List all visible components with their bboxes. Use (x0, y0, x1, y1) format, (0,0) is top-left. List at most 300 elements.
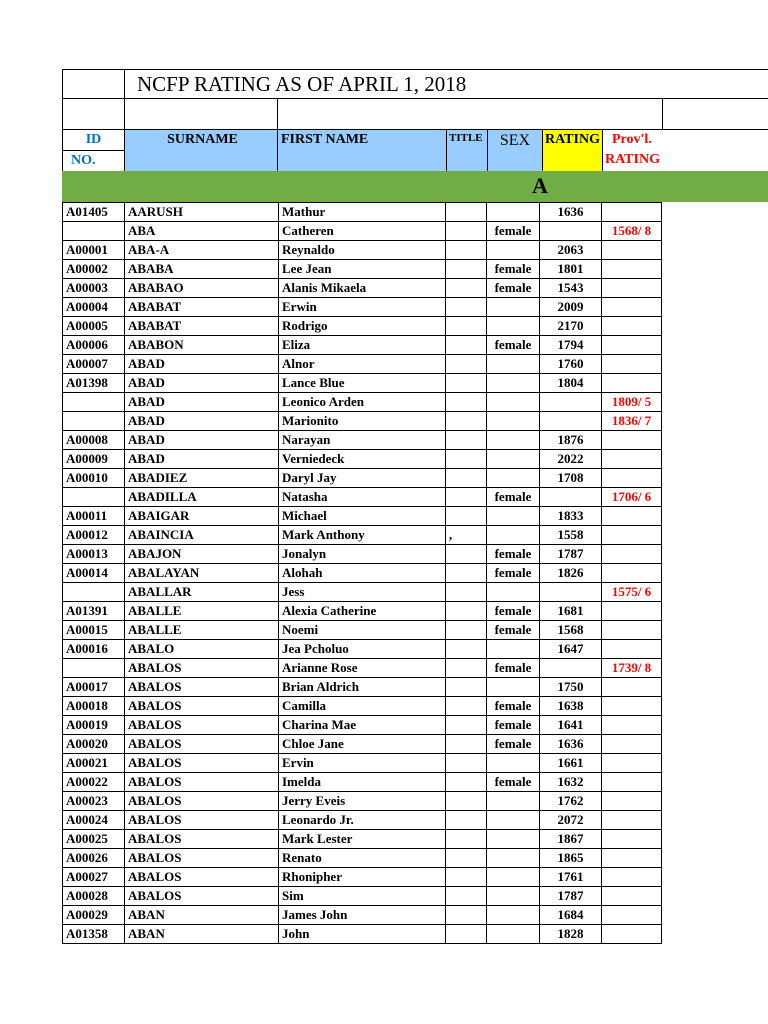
empty-cell[interactable] (277, 98, 663, 130)
rating-cell[interactable]: 1787 (540, 887, 602, 906)
surname-cell[interactable]: ABA (125, 222, 279, 241)
sex-cell[interactable] (487, 450, 540, 469)
id-cell[interactable]: A01398 (63, 374, 125, 393)
provisional-rating-cell[interactable] (602, 374, 662, 393)
empty-cell[interactable] (124, 98, 278, 130)
provisional-rating-cell[interactable] (602, 431, 662, 450)
title-cell[interactable] (446, 849, 487, 868)
rating-cell[interactable]: 1787 (540, 545, 602, 564)
id-cell[interactable]: A00022 (63, 773, 125, 792)
sex-cell[interactable] (487, 412, 540, 431)
id-cell[interactable]: A00014 (63, 564, 125, 583)
first-name-cell[interactable]: Alnor (279, 355, 446, 374)
prov-header-line1: Prov'l. (612, 132, 652, 147)
id-cell[interactable]: A00003 (63, 279, 125, 298)
sex-cell[interactable] (487, 640, 540, 659)
provisional-rating-cell[interactable] (602, 355, 662, 374)
table-row (63, 697, 662, 716)
sex-cell[interactable]: female (487, 488, 540, 507)
title-cell[interactable] (446, 298, 487, 317)
provisional-rating-cell[interactable] (602, 697, 662, 716)
first-name-cell[interactable]: Lance Blue (279, 374, 446, 393)
title-cell[interactable] (446, 507, 487, 526)
surname-cell[interactable]: ABAIGAR (125, 507, 279, 526)
rating-cell[interactable] (540, 659, 602, 678)
title-cell[interactable] (446, 773, 487, 792)
provisional-rating-cell[interactable] (602, 241, 662, 260)
sex-cell[interactable]: female (487, 545, 540, 564)
sex-cell[interactable]: female (487, 773, 540, 792)
title-cell[interactable] (446, 564, 487, 583)
first-name-cell[interactable]: Jea Pcholuo (279, 640, 446, 659)
id-cell[interactable]: A00015 (63, 621, 125, 640)
sex-cell[interactable] (487, 298, 540, 317)
provisional-rating-cell[interactable] (602, 925, 662, 944)
rating-cell[interactable]: 2009 (540, 298, 602, 317)
rating-cell[interactable] (540, 412, 602, 431)
id-cell[interactable]: A00027 (63, 868, 125, 887)
first-name-cell[interactable]: Mark Anthony (279, 526, 446, 545)
title-cell[interactable] (446, 336, 487, 355)
title-cell[interactable] (446, 393, 487, 412)
id-cell[interactable]: A00004 (63, 298, 125, 317)
section-banner (62, 171, 768, 202)
id-cell[interactable] (63, 488, 125, 507)
first-name-cell[interactable]: Sim (279, 887, 446, 906)
rating-cell[interactable]: 1636 (540, 203, 602, 222)
sex-cell[interactable] (487, 393, 540, 412)
surname-cell[interactable]: ABABAT (125, 298, 279, 317)
sex-cell[interactable] (487, 317, 540, 336)
sex-cell[interactable]: female (487, 602, 540, 621)
surname-cell[interactable]: ABALOS (125, 735, 279, 754)
first-name-cell[interactable]: Alohah (279, 564, 446, 583)
sex-cell[interactable] (487, 792, 540, 811)
id-cell[interactable]: A00005 (63, 317, 125, 336)
title-cell[interactable] (446, 317, 487, 336)
provisional-rating-cell[interactable] (602, 317, 662, 336)
surname-cell[interactable]: ABABON (125, 336, 279, 355)
title-cell[interactable] (446, 735, 487, 754)
title-cell[interactable] (446, 469, 487, 488)
title-cell[interactable] (446, 431, 487, 450)
id-cell[interactable]: A00024 (63, 811, 125, 830)
rating-cell[interactable]: 1558 (540, 526, 602, 545)
id-cell[interactable]: A00011 (63, 507, 125, 526)
provisional-rating-cell[interactable] (602, 526, 662, 545)
sex-cell[interactable] (487, 374, 540, 393)
empty-cell[interactable] (62, 98, 125, 130)
surname-cell[interactable]: ABALOS (125, 887, 279, 906)
first-name-cell[interactable]: John (279, 925, 446, 944)
surname-cell[interactable]: ABABAT (125, 317, 279, 336)
sex-cell[interactable]: female (487, 659, 540, 678)
rating-cell[interactable]: 1632 (540, 773, 602, 792)
rating-cell[interactable]: 2022 (540, 450, 602, 469)
surname-cell[interactable]: ABADIEZ (125, 469, 279, 488)
surname-cell[interactable]: ABALOS (125, 659, 279, 678)
id-cell[interactable]: A00016 (63, 640, 125, 659)
sex-cell[interactable] (487, 355, 540, 374)
id-cell[interactable]: A00029 (63, 906, 125, 925)
table-row (63, 716, 662, 735)
title-cell[interactable] (446, 697, 487, 716)
provisional-rating-header[interactable] (602, 129, 768, 172)
provisional-rating-cell[interactable]: 1809/ 5 (602, 393, 662, 412)
first-name-cell[interactable]: Jerry Eveis (279, 792, 446, 811)
sex-cell[interactable] (487, 849, 540, 868)
first-name-cell[interactable]: Mathur (279, 203, 446, 222)
provisional-rating-cell[interactable] (602, 906, 662, 925)
rating-cell[interactable]: 1867 (540, 830, 602, 849)
surname-cell[interactable]: ABALOS (125, 773, 279, 792)
title-cell[interactable] (446, 906, 487, 925)
id-cell[interactable]: A01391 (63, 602, 125, 621)
surname-cell[interactable]: ABAD (125, 412, 279, 431)
id-cell[interactable] (63, 583, 125, 602)
first-name-cell[interactable]: Daryl Jay (279, 469, 446, 488)
first-name-cell[interactable]: Mark Lester (279, 830, 446, 849)
title-cell[interactable] (446, 754, 487, 773)
first-name-cell[interactable]: Narayan (279, 431, 446, 450)
rating-cell[interactable]: 1684 (540, 906, 602, 925)
id-cell[interactable]: A00007 (63, 355, 125, 374)
rating-cell[interactable]: 1681 (540, 602, 602, 621)
first-name-cell[interactable]: Arianne Rose (279, 659, 446, 678)
rating-cell[interactable]: 1647 (540, 640, 602, 659)
table-row (63, 241, 662, 260)
surname-cell[interactable]: ABAN (125, 925, 279, 944)
rating-header[interactable]: RATING (542, 129, 603, 172)
provisional-rating-cell[interactable] (602, 545, 662, 564)
title-cell[interactable] (446, 222, 487, 241)
sex-cell[interactable] (487, 431, 540, 450)
first-name-cell[interactable]: Charina Mae (279, 716, 446, 735)
sex-cell[interactable]: female (487, 279, 540, 298)
provisional-rating-cell[interactable] (602, 868, 662, 887)
provisional-rating-cell[interactable] (602, 811, 662, 830)
provisional-rating-cell[interactable] (602, 469, 662, 488)
sex-cell[interactable] (487, 811, 540, 830)
rating-cell[interactable]: 1568 (540, 621, 602, 640)
first-name-cell[interactable]: Eliza (279, 336, 446, 355)
first-name-cell[interactable]: Noemi (279, 621, 446, 640)
sex-cell[interactable] (487, 868, 540, 887)
title-cell[interactable] (446, 241, 487, 260)
first-name-cell[interactable]: Verniedeck (279, 450, 446, 469)
sex-cell[interactable] (487, 925, 540, 944)
title-cell[interactable] (446, 887, 487, 906)
rating-cell[interactable]: 1641 (540, 716, 602, 735)
sex-cell[interactable]: female (487, 716, 540, 735)
surname-cell[interactable]: ABABA (125, 260, 279, 279)
id-cell[interactable] (63, 412, 125, 431)
rating-cell[interactable]: 1661 (540, 754, 602, 773)
first-name-cell[interactable]: Ervin (279, 754, 446, 773)
title-cell[interactable] (446, 659, 487, 678)
title-cell[interactable] (446, 640, 487, 659)
id-cell[interactable]: A00018 (63, 697, 125, 716)
sex-cell[interactable] (487, 887, 540, 906)
first-name-cell[interactable]: Erwin (279, 298, 446, 317)
id-cell[interactable] (63, 659, 125, 678)
table-row (63, 811, 662, 830)
id-cell[interactable] (63, 393, 125, 412)
title-cell[interactable] (446, 488, 487, 507)
id-cell[interactable]: A00020 (63, 735, 125, 754)
id-cell[interactable]: A00002 (63, 260, 125, 279)
first-name-cell[interactable]: Camilla (279, 697, 446, 716)
surname-cell[interactable]: ABALLE (125, 621, 279, 640)
rating-cell[interactable]: 1750 (540, 678, 602, 697)
first-name-cell[interactable]: Rodrigo (279, 317, 446, 336)
ratings-table-body (63, 203, 662, 944)
table-row (63, 678, 662, 697)
table-row (63, 203, 662, 222)
surname-cell[interactable]: ABALOS (125, 868, 279, 887)
rating-cell[interactable]: 1794 (540, 336, 602, 355)
sex-cell[interactable]: female (487, 222, 540, 241)
table-row (63, 583, 662, 602)
rating-cell[interactable]: 1761 (540, 868, 602, 887)
first-name-header[interactable]: FIRST NAME (277, 129, 447, 172)
title-cell[interactable] (446, 545, 487, 564)
rating-cell[interactable]: 1828 (540, 925, 602, 944)
title-cell[interactable] (446, 203, 487, 222)
provisional-rating-cell[interactable] (602, 849, 662, 868)
title-cell[interactable] (446, 450, 487, 469)
first-name-cell[interactable]: Brian Aldrich (279, 678, 446, 697)
surname-cell[interactable]: ABA-A (125, 241, 279, 260)
provisional-rating-cell[interactable]: 1575/ 6 (602, 583, 662, 602)
id-cell[interactable]: A00009 (63, 450, 125, 469)
id-cell[interactable]: A00006 (63, 336, 125, 355)
table-row (63, 887, 662, 906)
surname-cell[interactable]: AARUSH (125, 203, 279, 222)
provisional-rating-cell[interactable] (602, 279, 662, 298)
sex-cell[interactable] (487, 906, 540, 925)
title-cell[interactable] (446, 374, 487, 393)
provisional-rating-cell[interactable] (602, 298, 662, 317)
id-cell[interactable]: A00025 (63, 830, 125, 849)
id-cell[interactable]: A00026 (63, 849, 125, 868)
provisional-rating-cell[interactable]: 1568/ 8 (602, 222, 662, 241)
empty-cell[interactable] (662, 98, 768, 130)
rating-cell[interactable] (540, 393, 602, 412)
sex-cell[interactable]: female (487, 564, 540, 583)
table-row (63, 393, 662, 412)
id-cell[interactable]: A00012 (63, 526, 125, 545)
rating-cell[interactable] (540, 222, 602, 241)
title-cell[interactable] (446, 792, 487, 811)
table-row (63, 488, 662, 507)
rating-cell[interactable]: 2170 (540, 317, 602, 336)
first-name-cell[interactable]: Jess (279, 583, 446, 602)
first-name-cell[interactable]: James John (279, 906, 446, 925)
table-row (63, 849, 662, 868)
sex-cell[interactable]: female (487, 697, 540, 716)
surname-cell[interactable]: ABAD (125, 355, 279, 374)
title-cell[interactable] (446, 583, 487, 602)
surname-cell[interactable]: ABALLE (125, 602, 279, 621)
first-name-cell[interactable]: Marionito (279, 412, 446, 431)
sex-cell[interactable] (487, 507, 540, 526)
sex-cell[interactable]: female (487, 621, 540, 640)
id-cell[interactable]: A00010 (63, 469, 125, 488)
id-cell[interactable]: A00028 (63, 887, 125, 906)
first-name-cell[interactable]: Alexia Catherine (279, 602, 446, 621)
first-name-cell[interactable]: Renato (279, 849, 446, 868)
first-name-cell[interactable]: Chloe Jane (279, 735, 446, 754)
provisional-rating-cell[interactable]: 1706/ 6 (602, 488, 662, 507)
table-row (63, 469, 662, 488)
provisional-rating-cell[interactable]: 1739/ 8 (602, 659, 662, 678)
surname-cell[interactable]: ABALAYAN (125, 564, 279, 583)
surname-cell[interactable]: ABADILLA (125, 488, 279, 507)
id-cell[interactable]: A00001 (63, 241, 125, 260)
title-cell[interactable] (446, 279, 487, 298)
provisional-rating-cell[interactable] (602, 640, 662, 659)
title-cell[interactable] (446, 621, 487, 640)
surname-cell[interactable]: ABAD (125, 393, 279, 412)
provisional-rating-cell[interactable] (602, 773, 662, 792)
first-name-cell[interactable]: Jonalyn (279, 545, 446, 564)
surname-cell[interactable]: ABALOS (125, 792, 279, 811)
id-cell[interactable]: A00019 (63, 716, 125, 735)
provisional-rating-cell[interactable] (602, 450, 662, 469)
sex-cell[interactable] (487, 678, 540, 697)
id-cell[interactable]: A00017 (63, 678, 125, 697)
provisional-rating-cell[interactable] (602, 716, 662, 735)
header-corner-cell[interactable] (62, 69, 125, 99)
provisional-rating-cell[interactable] (602, 203, 662, 222)
rating-cell[interactable]: 1801 (540, 260, 602, 279)
title-cell[interactable] (446, 602, 487, 621)
rating-cell[interactable]: 1638 (540, 697, 602, 716)
first-name-cell[interactable]: Rhonipher (279, 868, 446, 887)
rating-cell[interactable]: 1760 (540, 355, 602, 374)
id-cell[interactable]: A01358 (63, 925, 125, 944)
rating-cell[interactable]: 1876 (540, 431, 602, 450)
provisional-rating-cell[interactable] (602, 735, 662, 754)
id-cell[interactable]: A00013 (63, 545, 125, 564)
provisional-rating-cell[interactable] (602, 260, 662, 279)
rating-cell[interactable]: 1833 (540, 507, 602, 526)
id-cell[interactable] (63, 222, 125, 241)
surname-cell[interactable]: ABALLAR (125, 583, 279, 602)
id-header[interactable] (62, 129, 125, 172)
sex-cell[interactable] (487, 583, 540, 602)
rating-cell[interactable]: 2063 (540, 241, 602, 260)
title-cell[interactable]: , (446, 526, 487, 545)
provisional-rating-cell[interactable] (602, 792, 662, 811)
surname-cell[interactable]: ABALOS (125, 849, 279, 868)
surname-cell[interactable]: ABAD (125, 374, 279, 393)
first-name-cell[interactable]: Natasha (279, 488, 446, 507)
title-cell[interactable] (446, 868, 487, 887)
provisional-rating-cell[interactable] (602, 507, 662, 526)
surname-cell[interactable]: ABALOS (125, 716, 279, 735)
surname-cell[interactable]: ABALOS (125, 697, 279, 716)
sex-cell[interactable]: female (487, 735, 540, 754)
sex-cell[interactable] (487, 469, 540, 488)
provisional-rating-cell[interactable] (602, 336, 662, 355)
surname-cell[interactable]: ABAJON (125, 545, 279, 564)
title-cell[interactable] (446, 678, 487, 697)
surname-cell[interactable]: ABALO (125, 640, 279, 659)
rating-cell[interactable]: 1826 (540, 564, 602, 583)
surname-cell[interactable]: ABAD (125, 431, 279, 450)
first-name-cell[interactable]: Leonico Arden (279, 393, 446, 412)
sex-cell[interactable]: female (487, 336, 540, 355)
provisional-rating-cell[interactable] (602, 602, 662, 621)
surname-cell[interactable]: ABALOS (125, 678, 279, 697)
first-name-cell[interactable]: Lee Jean (279, 260, 446, 279)
title-cell[interactable] (446, 412, 487, 431)
title-cell[interactable] (446, 830, 487, 849)
sex-cell[interactable] (487, 754, 540, 773)
id-cell[interactable]: A01405 (63, 203, 125, 222)
sex-header[interactable]: SEX (487, 129, 543, 172)
surname-cell[interactable]: ABAINCIA (125, 526, 279, 545)
rating-cell[interactable]: 1865 (540, 849, 602, 868)
first-name-cell[interactable]: Imelda (279, 773, 446, 792)
provisional-rating-cell[interactable] (602, 621, 662, 640)
first-name-cell[interactable]: Catheren (279, 222, 446, 241)
surname-cell[interactable]: ABAN (125, 906, 279, 925)
rating-cell[interactable] (540, 488, 602, 507)
sex-cell[interactable] (487, 526, 540, 545)
provisional-rating-cell[interactable] (602, 754, 662, 773)
first-name-cell[interactable]: Reynaldo (279, 241, 446, 260)
sex-cell[interactable] (487, 241, 540, 260)
provisional-rating-cell[interactable] (602, 564, 662, 583)
provisional-rating-cell[interactable] (602, 887, 662, 906)
title-cell[interactable] (446, 260, 487, 279)
surname-cell[interactable]: ABABAO (125, 279, 279, 298)
title-cell[interactable] (446, 925, 487, 944)
title-cell[interactable] (446, 355, 487, 374)
rating-cell[interactable]: 1708 (540, 469, 602, 488)
surname-cell[interactable]: ABAD (125, 450, 279, 469)
title-cell[interactable] (446, 716, 487, 735)
surname-cell[interactable]: ABALOS (125, 754, 279, 773)
surname-cell[interactable]: ABALOS (125, 811, 279, 830)
provisional-rating-cell[interactable] (602, 678, 662, 697)
first-name-cell[interactable]: Michael (279, 507, 446, 526)
sex-cell[interactable] (487, 830, 540, 849)
title-header[interactable]: TITLE (446, 129, 488, 172)
surname-header[interactable]: SURNAME (124, 129, 278, 172)
rating-cell[interactable]: 2072 (540, 811, 602, 830)
rating-cell[interactable]: 1543 (540, 279, 602, 298)
id-cell[interactable]: A00023 (63, 792, 125, 811)
rating-cell[interactable]: 1804 (540, 374, 602, 393)
title-cell[interactable] (446, 811, 487, 830)
rating-cell[interactable]: 1636 (540, 735, 602, 754)
first-name-cell[interactable]: Leonardo Jr. (279, 811, 446, 830)
sex-cell[interactable] (487, 203, 540, 222)
rating-cell[interactable] (540, 583, 602, 602)
rating-cell[interactable]: 1762 (540, 792, 602, 811)
first-name-cell[interactable]: Alanis Mikaela (279, 279, 446, 298)
id-cell[interactable]: A00008 (63, 431, 125, 450)
sex-cell[interactable]: female (487, 260, 540, 279)
surname-cell[interactable]: ABALOS (125, 830, 279, 849)
provisional-rating-cell[interactable]: 1836/ 7 (602, 412, 662, 431)
id-cell[interactable]: A00021 (63, 754, 125, 773)
provisional-rating-cell[interactable] (602, 830, 662, 849)
